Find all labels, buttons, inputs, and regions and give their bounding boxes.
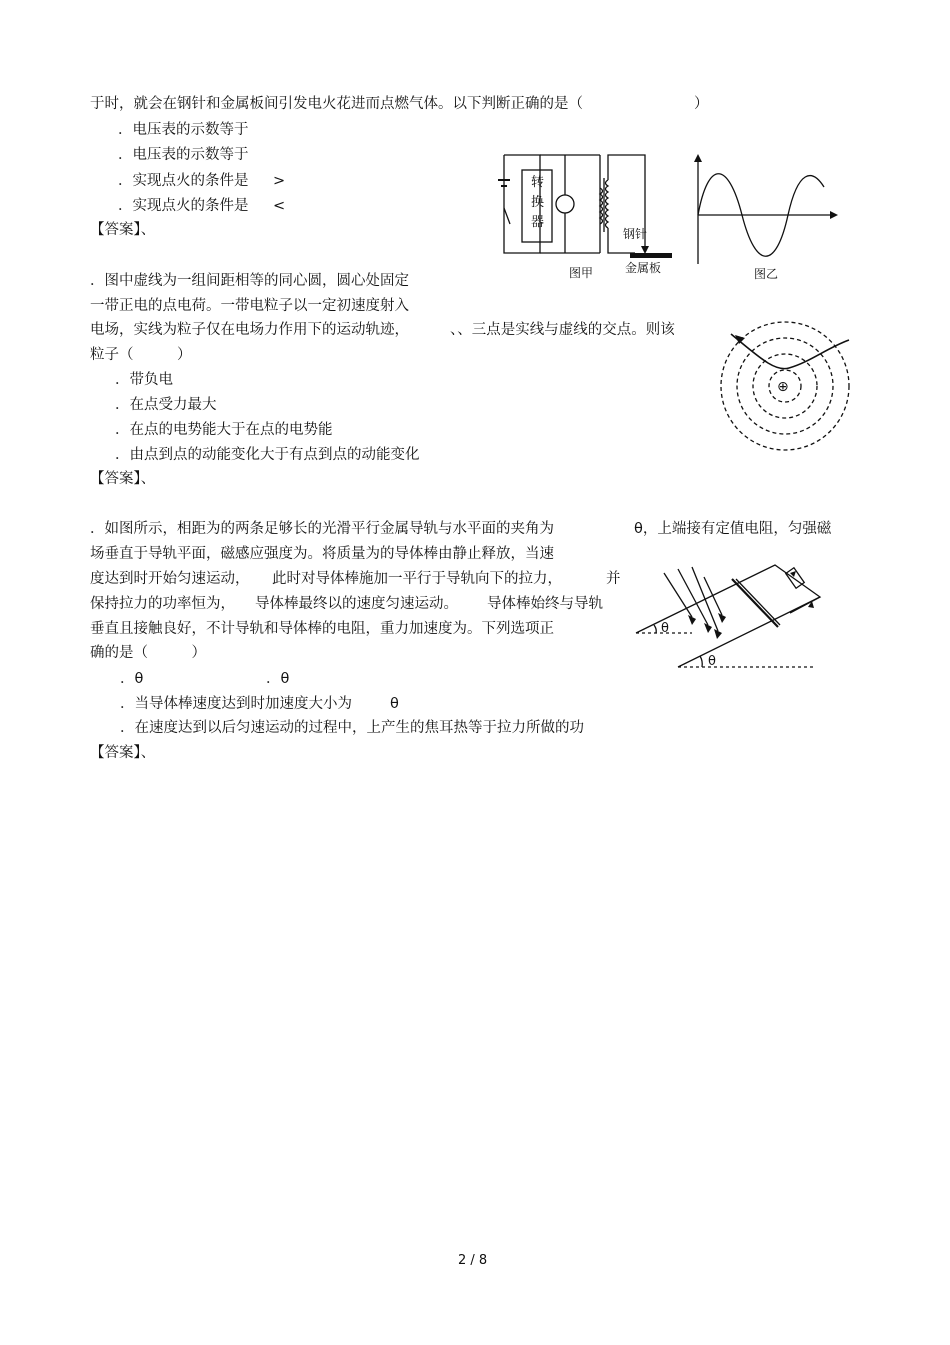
converter-label-1: 转: [531, 175, 545, 190]
fig-b-caption: 图乙: [754, 267, 779, 281]
fig-a-caption: 图甲: [569, 266, 594, 280]
q3-line-6: 确的是（ ）: [90, 645, 206, 661]
q1-option-d-symbol: <: [273, 198, 286, 214]
converter-label-2: 换: [531, 195, 545, 210]
q3-option-c-theta: θ: [390, 696, 399, 712]
q1-option-b: ．电压表的示数等于: [118, 147, 249, 163]
q2-field-figure: [715, 320, 860, 455]
q3-line-4c: 导体棒始终与导轨: [487, 596, 603, 612]
q3-line-4b: 导体棒最终以的速度匀速运动。: [255, 596, 458, 612]
q3-line-3b: 此时对导体棒施加一平行于导轨向下的拉力，: [272, 571, 562, 587]
q3-option-c: ．当导体棒速度达到时加速度大小为: [120, 696, 352, 712]
positive-charge-icon: ⊕: [777, 379, 789, 395]
q2-line-2: 一带正电的点电荷。一带电粒子以一定初速度射入: [90, 298, 409, 314]
q1-circuit-figure: [495, 150, 680, 285]
q2-option-c: ．在点的电势能大于在点的电势能: [115, 422, 333, 438]
theta-upper: θ: [661, 621, 669, 636]
q3-line-1b: θ，上端接有定值电阻，匀强磁: [634, 521, 832, 537]
q2-option-b: ．在点受力最大: [115, 397, 217, 413]
q3-line-1a: ．如图所示，相距为的两条足够长的光滑平行金属导轨与水平面的夹角为: [90, 521, 554, 537]
q2-option-a: ．带负电: [115, 372, 173, 388]
plate-label: 金属板: [625, 261, 662, 275]
q2-line-1: ．图中虚线为一组间距相等的同心圆，圆心处固定: [90, 273, 409, 289]
q3-line-2: 场垂直于导轨平面，磁感应强度为。将质量为的导体棒由静止释放，当速: [90, 546, 554, 562]
q3-option-b: ．θ: [266, 671, 290, 687]
q3-line-5: 垂直且接触良好，不计导轨和导体棒的电阻，重力加速度为。下列选项正: [90, 621, 554, 637]
q3-answer: 【答案】、: [90, 745, 156, 761]
q1-answer: 【答案】、: [90, 222, 156, 238]
q2-answer: 【答案】、: [90, 471, 156, 487]
q3-line-4a: 保持拉力的功率恒为，: [90, 596, 235, 612]
q1-stem-close: ）: [694, 96, 709, 112]
needle-label: 钢针: [623, 227, 648, 241]
q3-line-3a: 度达到时开始匀速运动，: [90, 571, 250, 587]
theta-lower: θ: [708, 654, 716, 669]
q1-option-c-symbol: >: [273, 173, 286, 189]
q2-line-3b: 、、三点是实线与虚线的交点。则该: [450, 322, 675, 338]
q2-option-d: ．由点到点的动能变化大于有点到点的动能变化: [115, 447, 420, 463]
q3-option-a: ．θ: [120, 671, 144, 687]
q1-sine-figure: [684, 152, 840, 284]
q3-line-3c: 并: [606, 571, 621, 587]
q2-line-4: 粒子（ ）: [90, 347, 192, 363]
q2-line-3a: 电场，实线为粒子仅在电场力作用下的运动轨迹，: [90, 322, 409, 338]
q3-rails-figure: [630, 555, 825, 675]
q1-option-d: ．实现点火的条件是: [118, 198, 249, 214]
q1-stem-tail: 于时，就会在钢针和金属板间引发电火花进而点燃气体。以下判断正确的是（: [90, 96, 583, 112]
converter-label-3: 器: [531, 215, 545, 230]
page-number: 2 / 8: [458, 1253, 488, 1268]
q1-option-c: ．实现点火的条件是: [118, 173, 249, 189]
q1-option-a: ．电压表的示数等于: [118, 122, 249, 138]
q3-option-d: ．在速度达到以后匀速运动的过程中，上产生的焦耳热等于拉力所做的功: [120, 720, 584, 736]
